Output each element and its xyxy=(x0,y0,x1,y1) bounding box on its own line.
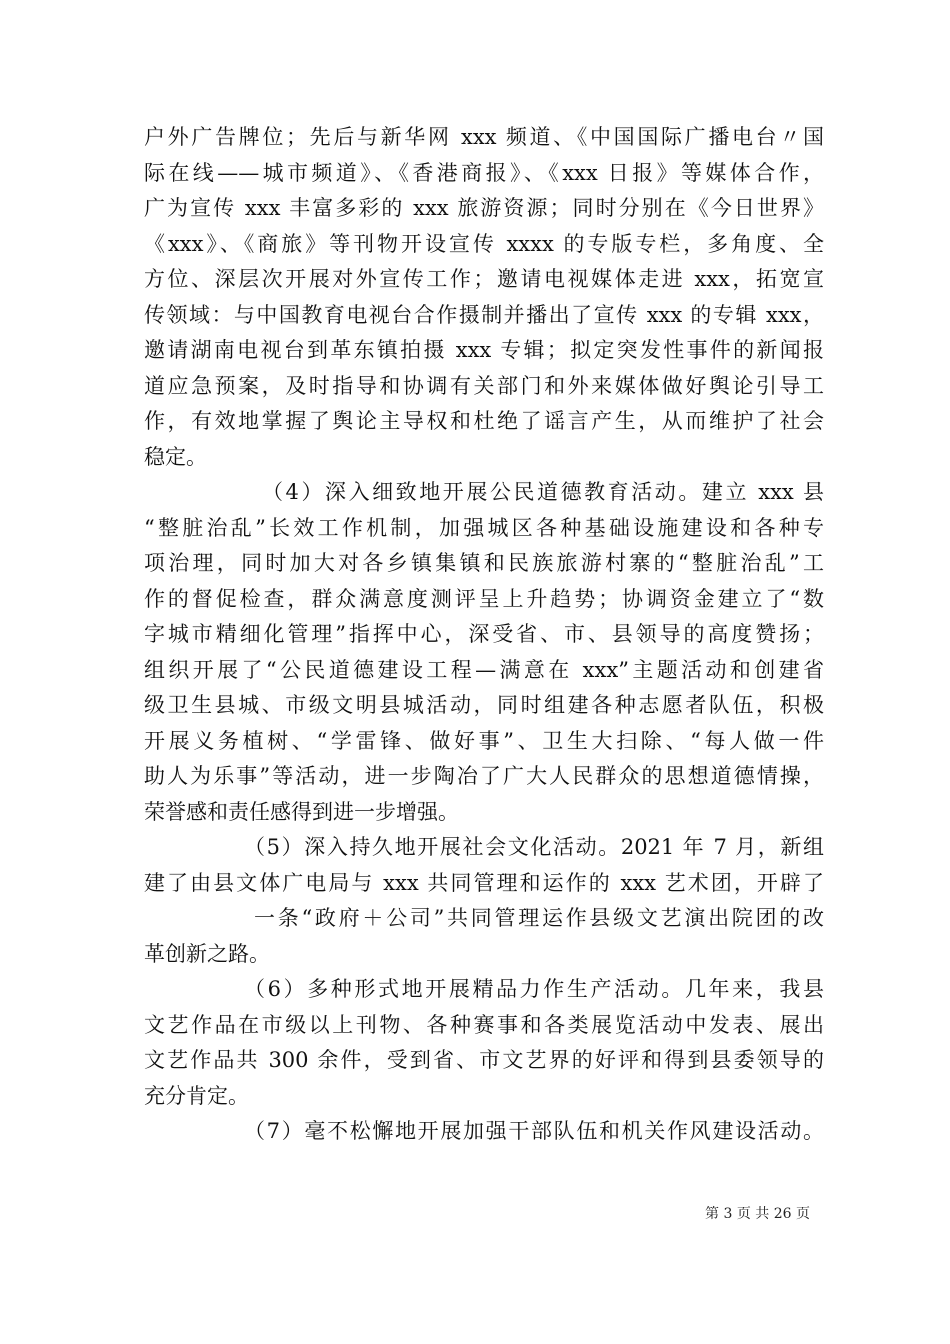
text-line: 稳定。 xyxy=(144,444,207,469)
text-line: 邀请湖南电视台到革东镇拍摄 xxx 专辑；拟定突发性事件的新闻报 xyxy=(144,338,824,362)
text-line: 一条“政府＋公司”共同管理运作县级文艺演出院团的改 xyxy=(254,906,824,930)
text-line: 际在线——城市频道》、《香港商报》、《xxx 日报》等媒体合作， xyxy=(144,160,824,185)
text-line: 助人为乐事”等活动，进一步陶冶了广大人民群众的思想道德情操， xyxy=(144,764,824,788)
text-line: 户外广告牌位；先后与新华网 xxx 频道、《中国国际广播电台〃国 xyxy=(144,125,824,149)
paragraph-start-line: （4）深入细致地开展公民道德教育活动。建立 xxx 县 xyxy=(262,480,824,504)
text-line: 传领域：与中国教育电视台合作摄制并播出了宣传 xxx 的专辑 xxx， xyxy=(144,302,824,327)
text-line: 字城市精细化管理”指挥中心，深受省、市、县领导的高度赞扬； xyxy=(144,622,824,646)
text-line: 道应急预案，及时指导和协调有关部门和外来媒体做好舆论引导工 xyxy=(144,373,824,398)
paragraph-start-line: （5）深入持久地开展社会文化活动。2021 年 7 月，新组 xyxy=(244,835,824,859)
text-line: 充分肯定。 xyxy=(144,1083,249,1108)
text-line: 荣誉感和责任感得到进一步增强。 xyxy=(144,799,459,824)
text-line: 作，有效地掌握了舆论主导权和杜绝了谣言产生，从而维护了社会 xyxy=(144,409,824,433)
text-line: 项治理，同时加大对各乡镇集镇和民族旅游村寨的“整脏治乱”工 xyxy=(144,551,824,575)
text-line: 广为宣传 xxx 丰富多彩的 xxx 旅游资源；同时分别在《今日世界》 xyxy=(144,196,824,220)
text-line: 《xxx》、《商旅》等刊物开设宣传 xxxx 的专版专栏，多角度、全 xyxy=(144,231,824,256)
text-line: 开展义务植树、“学雷锋、做好事”、卫生大扫除、“每人做一件 xyxy=(144,728,824,753)
text-line: 方位、深层次开展对外宣传工作；邀请电视媒体走进 xxx，拓宽宣 xyxy=(144,267,824,291)
text-line: 文艺作品在市级以上刊物、各种赛事和各类展览活动中发表、展出 xyxy=(144,1012,824,1037)
text-line: 建了由县文体广电局与 xxx 共同管理和运作的 xxx 艺术团，开辟了 xyxy=(144,870,824,895)
text-line: 文艺作品共 300 余件，受到省、市文艺界的好评和得到县委领导的 xyxy=(144,1048,824,1072)
paragraph-start-line: （7）毫不松懈地开展加强干部队伍和机关作风建设活动。 xyxy=(244,1119,824,1143)
paragraph-start-line: （6）多种形式地开展精品力作生产活动。几年来，我县 xyxy=(244,977,824,1001)
document-body xyxy=(144,120,824,1150)
text-line: 作的督促检查，群众满意度测评呈上升趋势；协调资金建立了“数 xyxy=(144,586,824,611)
text-line: 革创新之路。 xyxy=(144,941,270,966)
text-line: 级卫生县城、市级文明县城活动，同时组建各种志愿者队伍，积极 xyxy=(144,693,824,717)
page-number-footer: 第 3 页 共 26 页 xyxy=(705,1206,810,1222)
text-line: “整脏治乱”长效工作机制，加强城区各种基础设施建设和各种专 xyxy=(144,515,824,540)
text-line: 组织开展了“公民道德建设工程—满意在 xxx”主题活动和创建省 xyxy=(144,657,824,682)
